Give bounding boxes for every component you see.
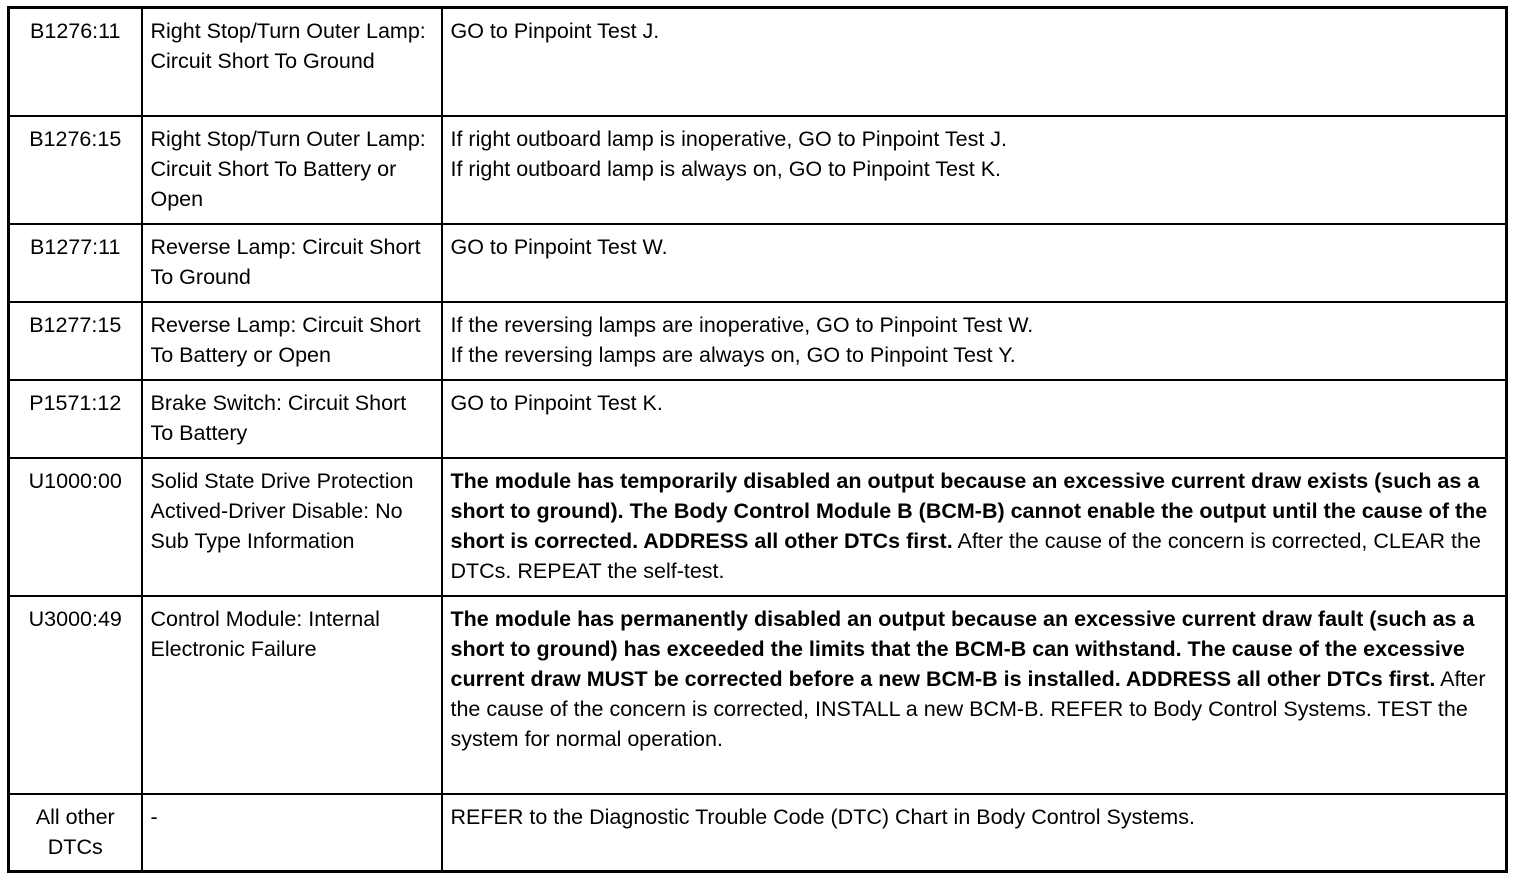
dtc-description: Right Stop/Turn Outer Lamp: Circuit Short To Battery or Open (142, 116, 442, 224)
action-line: If right outboard lamp is inoperative, GO to Pinpoint Test J. (450, 126, 1008, 151)
dtc-action (442, 380, 1507, 458)
action-bold-text: The module has temporarily disabled an output because an excessive current draw exists (such as a short to ground). The Body Control Module B (BCM-B) cannot enable the output until the cause of the short is corrected. ADDRESS all other DTCs first. (450, 468, 1488, 553)
dtc-code: B1276:15 (9, 116, 142, 224)
dtc-code: All other DTCs (9, 794, 142, 872)
dtc-action (442, 8, 1507, 116)
dtc-code: P1571:12 (9, 380, 142, 458)
action-plain-text: After the cause of the concern is corrected, INSTALL a new BCM-B. REFER to Body Control Systems. TEST the system for normal operation. (450, 666, 1486, 751)
action-line: REFER to the Diagnostic Trouble Code (DTC) Chart in Body Control Systems. (450, 804, 1195, 829)
dtc-code: U1000:00 (9, 458, 142, 596)
table-row (9, 116, 1507, 224)
dtc-code: U3000:49 (9, 596, 142, 794)
dtc-description: Control Module: Internal Electronic Failure (142, 596, 442, 794)
action-line: GO to Pinpoint Test W. (450, 234, 668, 259)
table-row (9, 302, 1507, 380)
action-line: If right outboard lamp is always on, GO to Pinpoint Test K. (450, 156, 1002, 181)
dtc-action (442, 302, 1507, 380)
dtc-description: Reverse Lamp: Circuit Short To Ground (142, 224, 442, 302)
table-row (9, 458, 1507, 596)
action-line: GO to Pinpoint Test K. (450, 390, 663, 415)
table-row (9, 596, 1507, 794)
table-row (9, 794, 1507, 872)
table-row (9, 224, 1507, 302)
dtc-action (442, 458, 1507, 596)
action-line: If the reversing lamps are inoperative, GO to Pinpoint Test W. (450, 312, 1034, 337)
dtc-description: - (142, 794, 442, 872)
dtc-action (442, 794, 1507, 872)
action-line: If the reversing lamps are always on, GO to Pinpoint Test Y. (450, 342, 1016, 367)
dtc-description: Solid State Drive Protection Actived-Driver Disable: No Sub Type Information (142, 458, 442, 596)
dtc-table (7, 6, 1508, 873)
action-bold-text: The module has permanently disabled an output because an excessive current draw fault (such as a short to ground) has exceeded the limits that the BCM-B can withstand. The cause of the excessive current draw MUST be corrected before a new BCM-B is installed. ADDRESS all other DTCs first. (450, 606, 1475, 691)
dtc-code: B1276:11 (9, 8, 142, 116)
table-row (9, 8, 1507, 116)
dtc-description: Reverse Lamp: Circuit Short To Battery or Open (142, 302, 442, 380)
dtc-description: Right Stop/Turn Outer Lamp: Circuit Short To Ground (142, 8, 442, 116)
dtc-action (442, 224, 1507, 302)
action-line: GO to Pinpoint Test J. (450, 19, 660, 43)
dtc-action (442, 116, 1507, 224)
dtc-description: Brake Switch: Circuit Short To Battery (142, 380, 442, 458)
action-paragraph (451, 604, 1498, 754)
dtc-action (442, 596, 1507, 794)
action-plain-text: After the cause of the concern is corrected, CLEAR the DTCs. REPEAT the self-test. (450, 528, 1481, 583)
action-paragraph (451, 466, 1498, 586)
dtc-code: B1277:11 (9, 224, 142, 302)
table-row (9, 380, 1507, 458)
dtc-code: B1277:15 (9, 302, 142, 380)
